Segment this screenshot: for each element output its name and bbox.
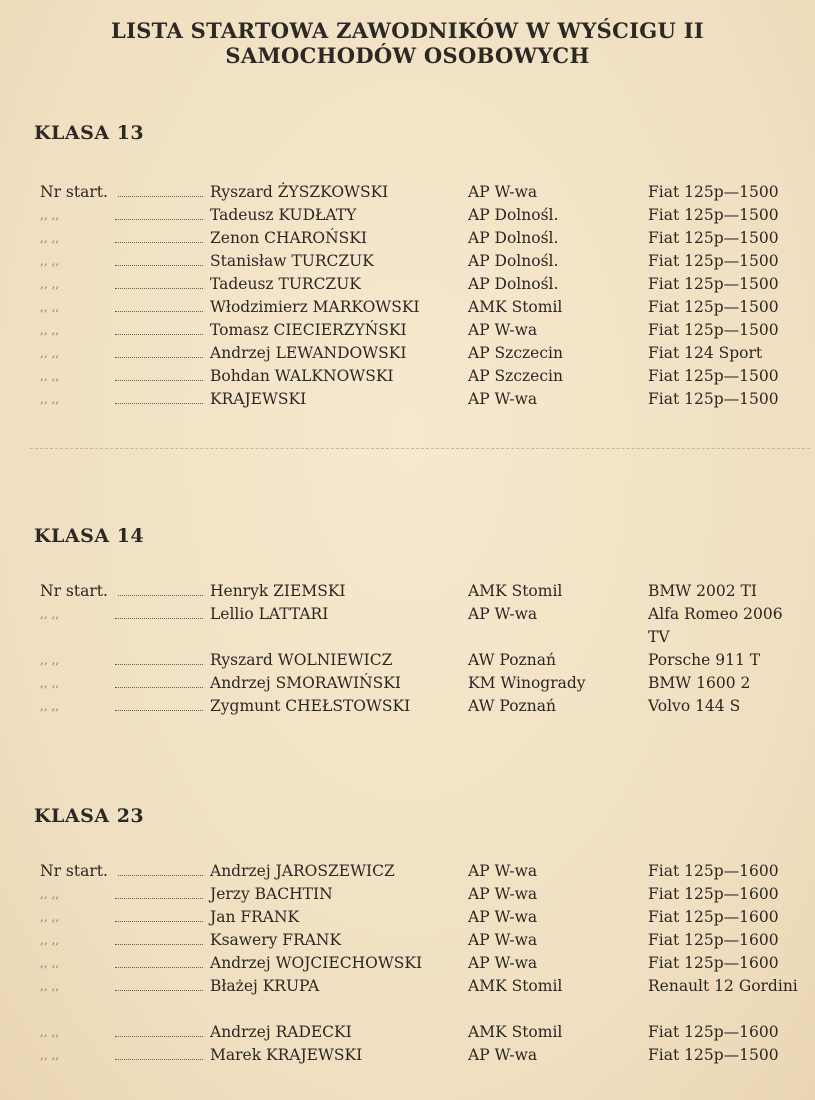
start-number-label: Nr start. — [40, 582, 108, 600]
list-item — [0, 342, 815, 365]
club-name: AP Szczecin — [468, 367, 563, 385]
start-number-label: ,, ,, — [40, 369, 60, 383]
driver-name: Jerzy BACHTIN — [210, 885, 333, 903]
driver-name: Ksawery FRANK — [210, 931, 342, 949]
club-name: AP W-wa — [468, 390, 538, 408]
club-name: AMK Stomil — [468, 1023, 563, 1041]
dotted-leader — [115, 990, 203, 991]
dotted-leader — [115, 921, 203, 922]
club-name: AP W-wa — [468, 605, 538, 623]
driver-name: Błażej KRUPA — [210, 977, 320, 995]
section-heading-klasa-23: KLASA 23 — [34, 805, 145, 827]
dotted-leader — [115, 664, 203, 665]
dotted-leader — [115, 1059, 203, 1060]
driver-name: Zygmunt CHEŁSTOWSKI — [210, 697, 411, 715]
club-name: AP Dolnośl. — [468, 206, 559, 224]
list-item — [0, 603, 815, 649]
list-item — [0, 250, 815, 273]
car-model: BMW 2002 TI — [648, 582, 757, 600]
dotted-leader — [115, 380, 203, 381]
driver-name: Andrzej WOJCIECHOWSKI — [210, 954, 423, 972]
club-name: AW Poznań — [468, 697, 556, 715]
club-name: AP W-wa — [468, 1046, 538, 1064]
list-item — [0, 1021, 815, 1044]
driver-name: Henryk ZIEMSKI — [210, 582, 346, 600]
car-model: Fiat 125p—1600 — [648, 1023, 779, 1041]
dotted-leader — [115, 898, 203, 899]
car-model: Fiat 125p—1500 — [648, 229, 779, 247]
club-name: AMK Stomil — [468, 582, 563, 600]
club-name: AW Poznań — [468, 651, 556, 669]
start-number-label: ,, ,, — [40, 910, 60, 924]
dotted-leader — [115, 944, 203, 945]
dotted-leader — [118, 196, 203, 197]
driver-name: Andrzej JAROSZEWICZ — [210, 862, 395, 880]
dotted-leader — [115, 288, 203, 289]
start-number-label: ,, ,, — [40, 933, 60, 947]
car-model: Fiat 125p—1500 — [648, 183, 779, 201]
driver-name: Ryszard ŻYSZKOWSKI — [210, 183, 389, 201]
list-item — [0, 181, 815, 204]
driver-name: Jan FRANK — [210, 908, 300, 926]
start-number-label: ,, ,, — [40, 254, 60, 268]
list-item — [0, 388, 815, 411]
title-line-2: SAMOCHODÓW OSOBOWYCH — [225, 43, 590, 68]
start-number-label: ,, ,, — [40, 887, 60, 901]
title-line-1: LISTA STARTOWA ZAWODNIKÓW W WYŚCIGU II — [111, 18, 704, 43]
club-name: AP Dolnośl. — [468, 252, 559, 270]
club-name: AP Dolnośl. — [468, 275, 559, 293]
driver-name: Ryszard WOLNIEWICZ — [210, 651, 393, 669]
driver-name: Marek KRAJEWSKI — [210, 1046, 363, 1064]
list-item — [0, 672, 815, 695]
start-number-label: Nr start. — [40, 862, 108, 880]
car-model: Renault 12 Gordini — [648, 977, 798, 995]
driver-name: Tomasz CIECIERZYŃSKI — [210, 321, 407, 339]
car-model: Fiat 125p—1500 — [648, 206, 779, 224]
car-model: BMW 1600 2 — [648, 674, 751, 692]
dotted-leader — [115, 710, 203, 711]
car-model: Fiat 125p—1600 — [648, 954, 779, 972]
dotted-leader — [115, 1036, 203, 1037]
start-number-label: Nr start. — [40, 183, 108, 201]
car-model: Fiat 125p—1600 — [648, 862, 779, 880]
club-name: AP Dolnośl. — [468, 229, 559, 247]
club-name: AMK Stomil — [468, 298, 563, 316]
list-item — [0, 929, 815, 952]
start-number-label: ,, ,, — [40, 653, 60, 667]
club-name: AP W-wa — [468, 954, 538, 972]
driver-name: Tadeusz TURCZUK — [210, 275, 361, 293]
club-name: KM Winogrady — [468, 674, 586, 692]
list-item — [0, 296, 815, 319]
klasa-23-list — [0, 860, 815, 1067]
car-model: Fiat 125p—1500 — [648, 367, 779, 385]
start-number-label: ,, ,, — [40, 956, 60, 970]
start-number-label: ,, ,, — [40, 323, 60, 337]
driver-name: Włodzimierz MARKOWSKI — [210, 298, 420, 316]
car-model: Fiat 125p—1500 — [648, 275, 779, 293]
list-item — [0, 365, 815, 388]
list-item — [0, 319, 815, 342]
dotted-leader — [115, 618, 203, 619]
car-model: Volvo 144 S — [648, 697, 741, 715]
section-heading-klasa-14: KLASA 14 — [34, 525, 145, 547]
club-name: AP W-wa — [468, 908, 538, 926]
list-item — [0, 883, 815, 906]
club-name: AP Szczecin — [468, 344, 563, 362]
driver-name: Bohdan WALKNOWSKI — [210, 367, 394, 385]
dotted-leader — [115, 334, 203, 335]
list-item — [0, 975, 815, 1021]
list-item — [0, 1044, 815, 1067]
car-model: Fiat 125p—1600 — [648, 885, 779, 903]
driver-name: Zenon CHAROŃSKI — [210, 229, 367, 247]
dotted-leader — [115, 403, 203, 404]
start-number-label: ,, ,, — [40, 607, 60, 621]
club-name: AP W-wa — [468, 862, 538, 880]
driver-name: Andrzej RADECKI — [210, 1023, 352, 1041]
dotted-leader — [115, 357, 203, 358]
club-name: AP W-wa — [468, 931, 538, 949]
dotted-leader — [115, 967, 203, 968]
car-model: Fiat 125p—1500 — [648, 298, 779, 316]
list-item — [0, 695, 815, 718]
dotted-leader — [115, 242, 203, 243]
dotted-leader — [115, 219, 203, 220]
car-model: Fiat 125p—1500 — [648, 390, 779, 408]
driver-name: Andrzej SMORAWIŃSKI — [210, 674, 401, 692]
driver-name: Stanisław TURCZUK — [210, 252, 374, 270]
dotted-leader — [115, 265, 203, 266]
start-number-label: ,, ,, — [40, 1048, 60, 1062]
car-model: Fiat 125p—1500 — [648, 252, 779, 270]
klasa-13-list — [0, 181, 815, 411]
section-heading-klasa-13: KLASA 13 — [34, 122, 145, 144]
start-number-label: ,, ,, — [40, 676, 60, 690]
list-item — [0, 860, 815, 883]
club-name: AP W-wa — [468, 885, 538, 903]
driver-name: Andrzej LEWANDOWSKI — [210, 344, 407, 362]
dotted-leader — [118, 875, 203, 876]
start-number-label: ,, ,, — [40, 208, 60, 222]
club-name: AMK Stomil — [468, 977, 563, 995]
page-title — [0, 18, 815, 68]
list-item — [0, 952, 815, 975]
dotted-leader — [115, 687, 203, 688]
car-model: Fiat 125p—1500 — [648, 1046, 779, 1064]
list-item — [0, 580, 815, 603]
dotted-leader — [118, 595, 203, 596]
start-number-label: ,, ,, — [40, 231, 60, 245]
driver-name: KRAJEWSKI — [210, 390, 307, 408]
list-item — [0, 649, 815, 672]
car-model: Fiat 125p—1600 — [648, 931, 779, 949]
list-item — [0, 906, 815, 929]
car-model: Alfa Romeo 2006 TV — [648, 605, 783, 646]
club-name: AP W-wa — [468, 321, 538, 339]
car-model: Porsche 911 T — [648, 651, 761, 669]
klasa-14-list — [0, 580, 815, 718]
car-model: Fiat 125p—1500 — [648, 321, 779, 339]
start-number-label: ,, ,, — [40, 979, 60, 993]
section-divider — [30, 448, 810, 449]
list-item — [0, 227, 815, 250]
club-name: AP W-wa — [468, 183, 538, 201]
start-number-label: ,, ,, — [40, 699, 60, 713]
start-number-label: ,, ,, — [40, 300, 60, 314]
list-item — [0, 273, 815, 296]
driver-name: Tadeusz KUDŁATY — [210, 206, 357, 224]
car-model: Fiat 124 Sport — [648, 344, 763, 362]
start-number-label: ,, ,, — [40, 392, 60, 406]
start-number-label: ,, ,, — [40, 346, 60, 360]
start-number-label: ,, ,, — [40, 1025, 60, 1039]
list-item — [0, 204, 815, 227]
dotted-leader — [115, 311, 203, 312]
driver-name: Lellio LATTARI — [210, 605, 329, 623]
car-model: Fiat 125p—1600 — [648, 908, 779, 926]
start-number-label: ,, ,, — [40, 277, 60, 291]
